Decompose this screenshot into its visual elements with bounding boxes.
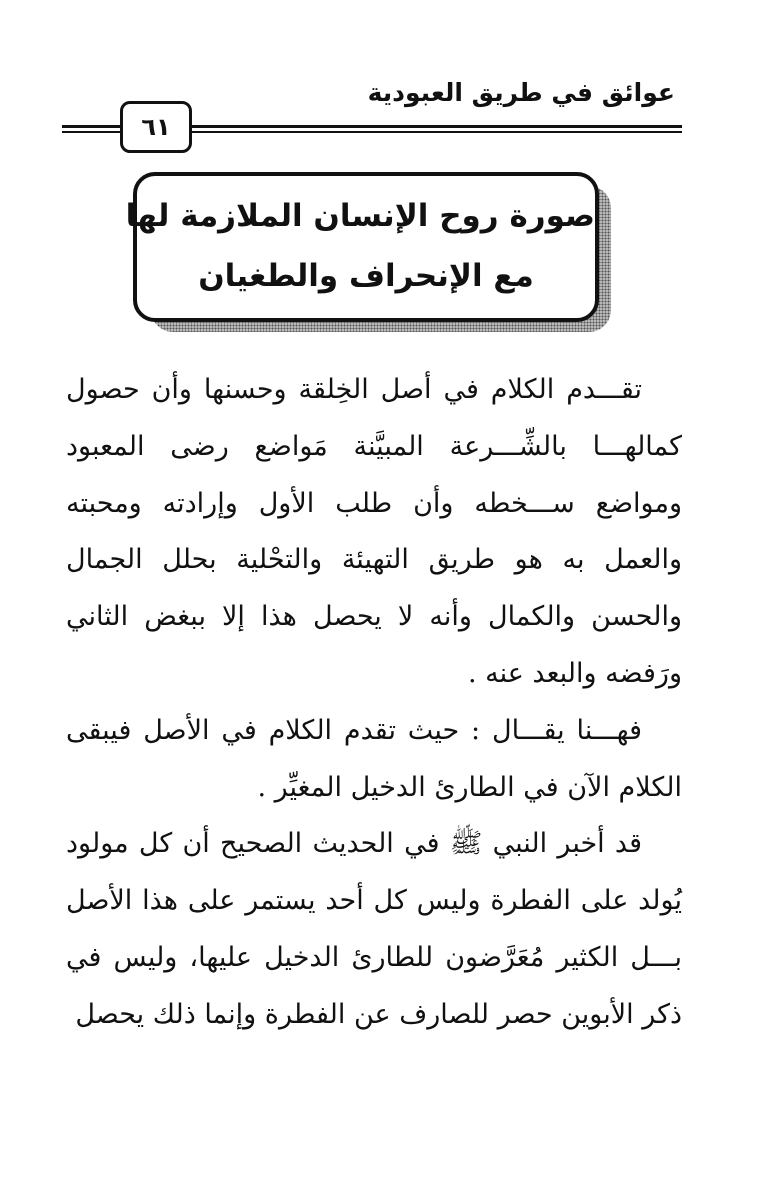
section-title-line-2: مع الإنحراف والطغيان — [198, 258, 534, 294]
paragraph: فهـــنا يقـــال : حيث تقدم الكلام في الأصل فيبقى الكلام الآن في الطارئ الدخيل المغيِّر . — [66, 714, 682, 803]
page-number: ٦١ — [120, 101, 192, 153]
paragraph: تقـــدم الكلام في أصل الخِلقة وحسنها وأن حصول كمالهـــا بالشِّـــرعة المبيَّنة مَواضع رضى المعبود ومواضع ســـخطه وأن طلب الأول وإرادته ومحبته والعمل به هو طريق التهيئة والتحْلية بحلل الجمال والحسن والكمال وأنه لا يحصل هذا إلا ببغض الثاني ورَفضه والبعد عنه . — [66, 374, 682, 689]
paragraph: قد أخبر النبي ﷺ في الحديث الصحيح أن كل مولود يُولد على الفطرة وليس كل أحد يستمر على هذا الأصل بـــل الكثير مُعَرَّضون للطارئ الدخيل عليها، وليس في ذكر الأبوين حصر للصارف عن الفطرة وإنما ذلك يحصل — [66, 828, 682, 1030]
running-title: عوائق في طريق العبودية — [367, 78, 675, 107]
section-title-line-1: صورة روح الإنسان الملازمة لها — [125, 198, 595, 234]
section-title-box — [125, 172, 599, 322]
body-text — [66, 362, 682, 1044]
